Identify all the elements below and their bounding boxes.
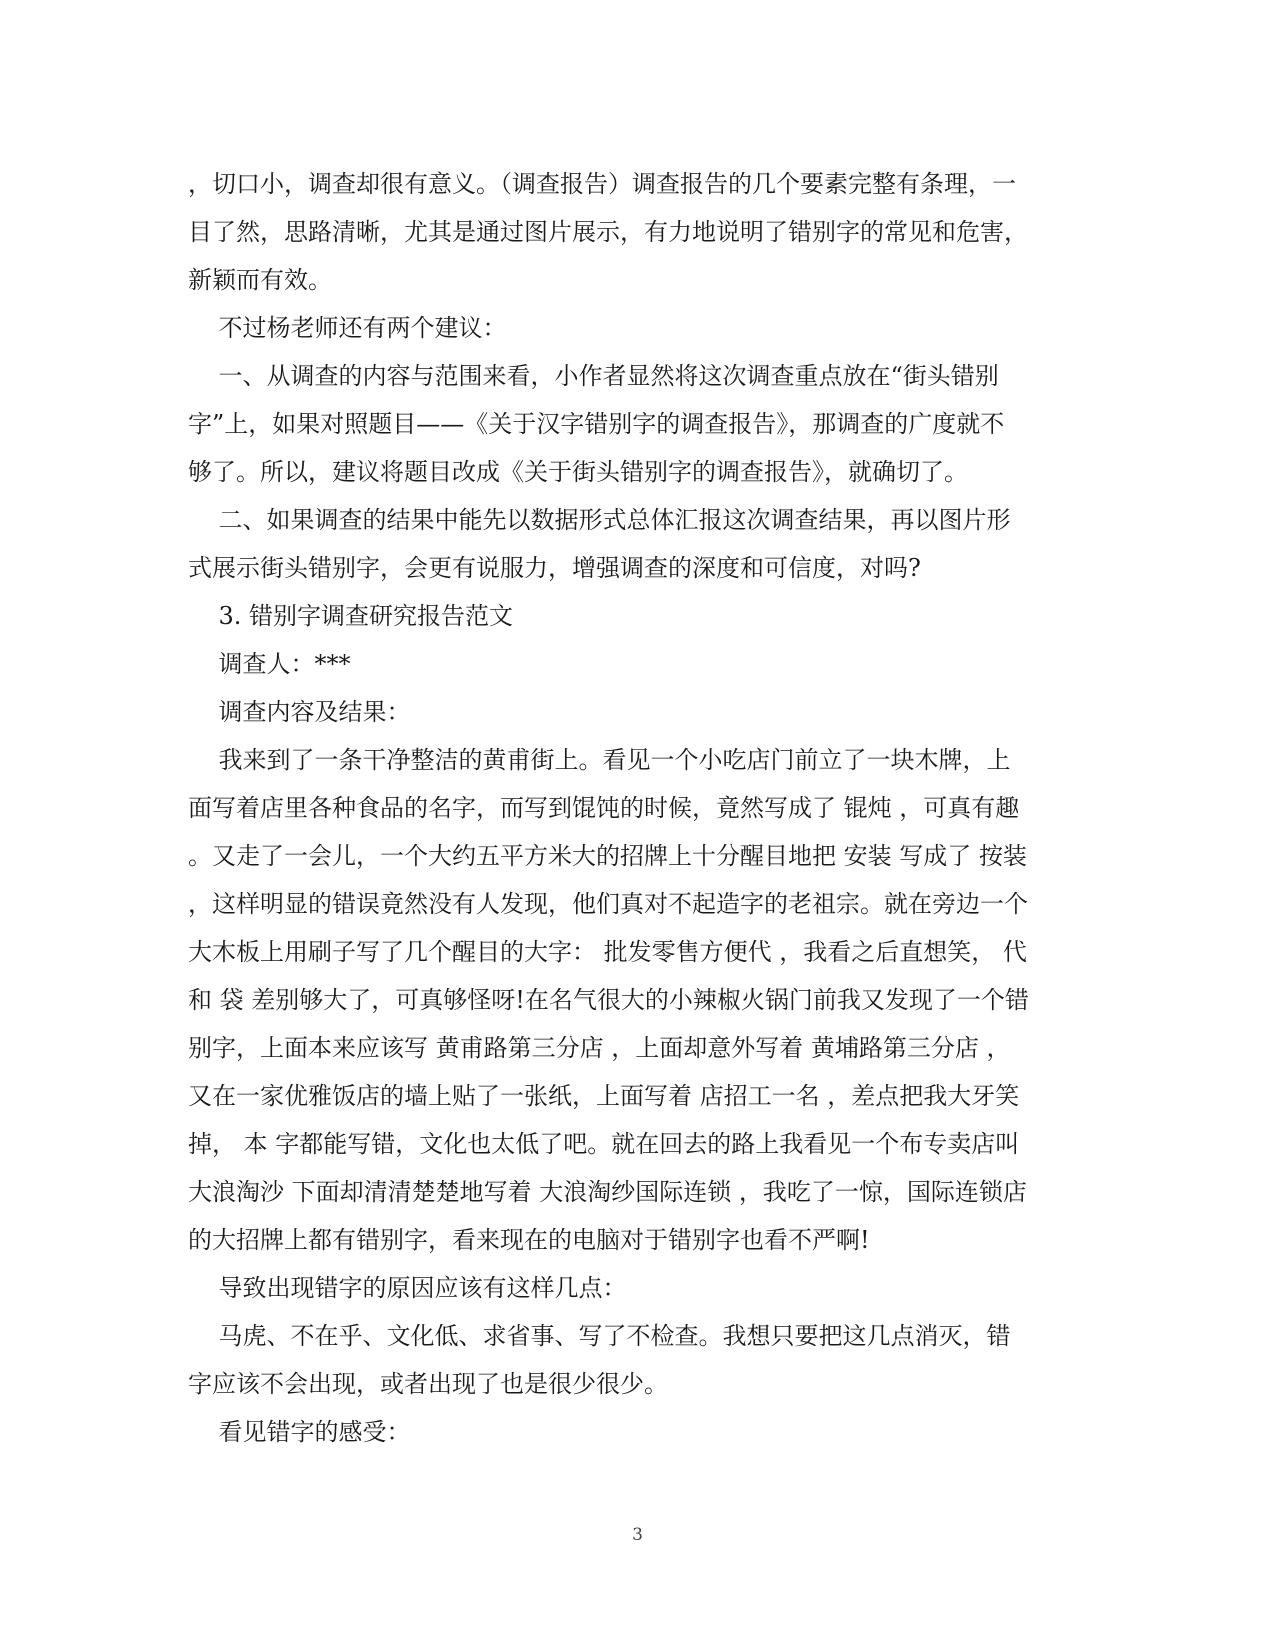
text-line: 字应该不会出现，或者出现了也是很少很少。 (188, 1370, 668, 1398)
text-line: 调查人：*** (188, 650, 351, 678)
text-line: 够了。所以，建议将题目改成《关于街头错别字的调查报告》，就确切了。 (188, 458, 968, 486)
text-line: ，这样明显的错误竟然没有人发现，他们真对不起造字的老祖宗。就在旁边一个 (188, 890, 1028, 918)
text-line: 大浪淘沙 下面却清清楚楚地写着 大浪淘纱国际连锁 ，我吃了一惊，国际连锁店 (188, 1178, 1027, 1206)
text-line: 面写着店里各种食品的名字，而写到馄饨的时候，竟然写成了 锟炖 ，可真有趣 (188, 794, 1020, 822)
section-heading: 3. 错别字调查研究报告范文 (188, 602, 514, 630)
text-line: 掉， 本 字都能写错，文化也太低了吧。就在回去的路上我看见一个布专卖店叫 (188, 1130, 1020, 1158)
text-line: 调查内容及结果： (188, 698, 411, 726)
text-line: 新颖而有效。 (188, 266, 332, 294)
text-line: 目了然，思路清晰，尤其是通过图片展示，有力地说明了错别字的常见和危害， (188, 218, 1028, 246)
body-text (188, 160, 1068, 1456)
text-line: 字”上，如果对照题目——《关于汉字错别字的调查报告》，那调查的广度就不 (188, 410, 1005, 438)
text-line: 和 袋 差别够大了，可真够怪呀!在名气很大的小辣椒火锅门前我又发现了一个错 (188, 986, 1029, 1014)
page-number: 3 (632, 1525, 643, 1545)
text-line: 一、从调查的内容与范围来看，小作者显然将这次调查重点放在“街头错别 (188, 362, 999, 390)
text-line: 不过杨老师还有两个建议： (188, 314, 507, 342)
text-line: 的大招牌上都有错别字，看来现在的电脑对于错别字也看不严啊! (188, 1226, 870, 1254)
text-line: 大木板上用刷子写了几个醒目的大字： 批发零售方便代 ，我看之后直想笑， 代 (188, 938, 1027, 966)
text-line: 别字，上面本来应该写 黄甫路第三分店 ，上面却意外写着 黄埔路第三分店 ， (188, 1034, 1011, 1062)
text-line: ，切口小，调查却很有意义。（调查报告）调查报告的几个要素完整有条理，一 (188, 170, 1016, 198)
text-line: 导致出现错字的原因应该有这样几点： (188, 1274, 627, 1302)
text-line: 我来到了一条干净整洁的黄甫街上。看见一个小吃店门前立了一块木牌，上 (188, 746, 1011, 774)
text-line: 。又走了一会儿，一个大约五平方米大的招牌上十分醒目地把 安装 写成了 按装 (188, 842, 1027, 870)
text-line: 看见错字的感受： (188, 1418, 411, 1446)
text-line: 式展示街头错别字，会更有说服力，增强调查的深度和可信度，对吗? (188, 554, 921, 582)
text-line: 马虎、不在乎、文化低、求省事、写了不检查。我想只要把这几点消灭，错 (188, 1322, 1011, 1350)
text-line: 又在一家优雅饭店的墙上贴了一张纸，上面写着 店招工一名 ，差点把我大牙笑 (188, 1082, 1020, 1110)
text-line: 二、如果调查的结果中能先以数据形式总体汇报这次调查结果，再以图片形 (188, 506, 1011, 534)
